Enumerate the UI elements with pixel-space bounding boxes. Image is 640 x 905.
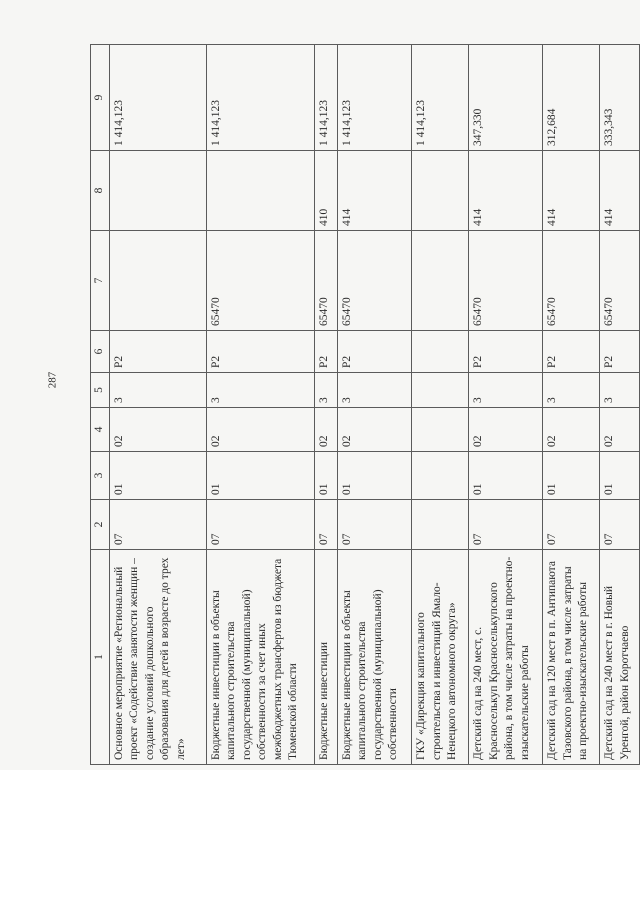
column-header: 2 (91, 500, 110, 550)
table-cell: 02 (337, 408, 411, 452)
table-row (206, 45, 314, 765)
table-cell (412, 500, 469, 550)
table-cell: Р2 (543, 331, 600, 373)
table-cell: 02 (315, 408, 338, 452)
table-cell: 07 (315, 500, 338, 550)
table-cell (206, 151, 314, 231)
table-cell: 347,330 (469, 45, 543, 151)
table-cell: 01 (337, 452, 411, 500)
table-cell: 02 (469, 408, 543, 452)
table-cell: 414 (337, 151, 411, 231)
table-cell: 312,684 (543, 45, 600, 151)
table-cell: 65470 (206, 231, 314, 331)
table-cell: 3 (337, 373, 411, 408)
column-header: 6 (91, 331, 110, 373)
table-cell: 01 (469, 452, 543, 500)
table-row (315, 45, 338, 765)
table-cell: 333,343 (600, 45, 640, 151)
column-header: 4 (91, 408, 110, 452)
table-cell (109, 231, 206, 331)
table-cell: 02 (543, 408, 600, 452)
table-cell: Р2 (315, 331, 338, 373)
table-cell: 1 414,123 (315, 45, 338, 151)
table-cell-name: Бюджетные инвестиции в объекты капитального строительства государственной (муниципальной) собственности за счет иных межбюджетных трансфертов из бюджета Тюменской области (206, 550, 314, 765)
budget-table (90, 44, 640, 765)
table-cell: 414 (600, 151, 640, 231)
table-cell: Р2 (206, 331, 314, 373)
table-row (109, 45, 206, 765)
header-row (91, 45, 110, 765)
table-cell: 01 (543, 452, 600, 500)
table-cell (412, 452, 469, 500)
table-cell: 65470 (469, 231, 543, 331)
table-cell: 3 (600, 373, 640, 408)
table-row (543, 45, 600, 765)
table-cell-name: ГКУ «Дирекция капитального строительства и инвестиций Ямало-Ненецкого автономного округа» (412, 550, 469, 765)
table-cell: 414 (543, 151, 600, 231)
page-number: 287 (46, 371, 59, 389)
table-cell (412, 151, 469, 231)
table-cell: Р2 (600, 331, 640, 373)
table-cell: 07 (600, 500, 640, 550)
column-header: 8 (91, 151, 110, 231)
table-cell: 65470 (543, 231, 600, 331)
table-cell: 07 (206, 500, 314, 550)
table-cell: 3 (206, 373, 314, 408)
table-cell: 07 (469, 500, 543, 550)
table-cell: 410 (315, 151, 338, 231)
table-cell: 01 (600, 452, 640, 500)
table-cell: 65470 (315, 231, 338, 331)
table-cell: 3 (315, 373, 338, 408)
table-cell: 01 (109, 452, 206, 500)
table-row (337, 45, 411, 765)
table-cell-name: Детский сад на 240 мест в г. Новый Уренгой, район Коротчаево (600, 550, 640, 765)
table-row (412, 45, 469, 765)
table-cell: 02 (206, 408, 314, 452)
table-cell (412, 408, 469, 452)
table-cell: 65470 (337, 231, 411, 331)
table-cell: Р2 (337, 331, 411, 373)
table-cell: 07 (109, 500, 206, 550)
table-cell-name: Детский сад на 240 мест, с. Красноселькуп Красноселькупского района, в том числе затраты на проектно-изыскательские работы (469, 550, 543, 765)
table-cell: 07 (337, 500, 411, 550)
table-cell: 414 (469, 151, 543, 231)
table-cell: 1 414,123 (206, 45, 314, 151)
table-row (469, 45, 543, 765)
table-row (600, 45, 640, 765)
table-cell: 07 (543, 500, 600, 550)
table-cell (412, 231, 469, 331)
table-cell: 1 414,123 (337, 45, 411, 151)
table-cell-name: Основное мероприятие «Региональный проект «Содействие занятости женщин – создание условий дошкольного образования для детей в возрасте до трех лет» (109, 550, 206, 765)
table-cell: 02 (109, 408, 206, 452)
column-header: 7 (91, 231, 110, 331)
table-cell-name: Детский сад на 120 мест в п. Антипаюта Тазовского района, в том числе затраты на проектно-изыскательские работы (543, 550, 600, 765)
table-cell: 3 (543, 373, 600, 408)
column-header: 5 (91, 373, 110, 408)
table-cell (412, 331, 469, 373)
table-cell: Р2 (469, 331, 543, 373)
rotated-table-container (90, 45, 640, 765)
table-cell (109, 151, 206, 231)
table-cell-name: Бюджетные инвестиции в объекты капитального строительства государственной (муниципальной) собственности (337, 550, 411, 765)
table-cell: 3 (469, 373, 543, 408)
table-cell (412, 373, 469, 408)
table-cell: 3 (109, 373, 206, 408)
column-header: 1 (91, 550, 110, 765)
table-cell: 01 (206, 452, 314, 500)
table-cell: 01 (315, 452, 338, 500)
table-body (109, 45, 639, 765)
table-cell: 1 414,123 (109, 45, 206, 151)
table-cell: 02 (600, 408, 640, 452)
table-cell-name: Бюджетные инвестиции (315, 550, 338, 765)
column-header: 9 (91, 45, 110, 151)
table-cell: 65470 (600, 231, 640, 331)
table-cell: Р2 (109, 331, 206, 373)
column-header: 3 (91, 452, 110, 500)
table-cell: 1 414,123 (412, 45, 469, 151)
